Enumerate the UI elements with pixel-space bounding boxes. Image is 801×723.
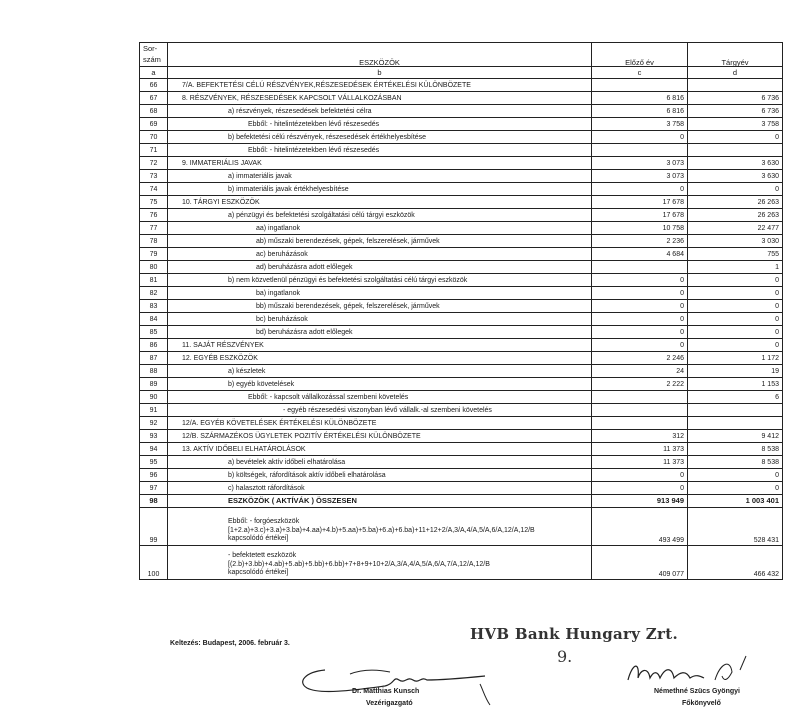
row-current-year: 6 — [688, 391, 783, 404]
letter-c: c — [592, 67, 688, 79]
row-current-year: 0 — [688, 326, 783, 339]
row-previous-year: 17 678 — [592, 209, 688, 222]
row-previous-year — [592, 261, 688, 274]
row-number: 77 — [140, 222, 168, 235]
table-row — [140, 170, 783, 183]
row-label: b) nem közvetlenül pénzügyi és befektetési szolgáltatási célú tárgyi eszközök — [168, 274, 592, 287]
row-previous-year: 24 — [592, 365, 688, 378]
row-previous-year — [592, 404, 688, 417]
row-label: Ebből: - hitelintézetekben lévő részesedés — [168, 144, 592, 157]
table-row — [140, 508, 783, 546]
row-number: 71 — [140, 144, 168, 157]
row-number: 68 — [140, 105, 168, 118]
row-number: 99 — [140, 508, 168, 546]
table-row — [140, 365, 783, 378]
row-label: c) halasztott ráfordítások — [168, 482, 592, 495]
table-row — [140, 92, 783, 105]
row-previous-year: 0 — [592, 274, 688, 287]
row-number: 67 — [140, 92, 168, 105]
row-label: 12. EGYÉB ESZKÖZÖK — [168, 352, 592, 365]
row-previous-year: 11 373 — [592, 443, 688, 456]
assets-table — [139, 42, 783, 580]
row-label: ESZKÖZÖK ( AKTÍVÁK ) ÖSSZESEN — [168, 495, 592, 508]
table-row — [140, 222, 783, 235]
row-current-year: 3 630 — [688, 157, 783, 170]
row-current-year: 0 — [688, 183, 783, 196]
table-row — [140, 352, 783, 365]
row-previous-year: 0 — [592, 313, 688, 326]
row-number: 79 — [140, 248, 168, 261]
table-row — [140, 105, 783, 118]
row-label: b) befektetési célú részvények, részesedések értékhelyesbítése — [168, 131, 592, 144]
row-label: a) bevételek aktív időbeli elhatárolása — [168, 456, 592, 469]
table-row — [140, 339, 783, 352]
row-number: 70 — [140, 131, 168, 144]
table-row — [140, 404, 783, 417]
right-signatory-title: Főkönyvelő — [682, 700, 721, 707]
table-row — [140, 300, 783, 313]
left-signatory-name: Dr. Matthias Kunsch — [352, 688, 420, 695]
row-previous-year: 17 678 — [592, 196, 688, 209]
row-number: 66 — [140, 79, 168, 92]
table-row — [140, 391, 783, 404]
row-current-year: 0 — [688, 274, 783, 287]
row-previous-year: 6 816 — [592, 92, 688, 105]
table-row — [140, 209, 783, 222]
row-number: 89 — [140, 378, 168, 391]
row-previous-year: 10 758 — [592, 222, 688, 235]
row-previous-year: 6 816 — [592, 105, 688, 118]
table-row — [140, 482, 783, 495]
table-row — [140, 196, 783, 209]
row-previous-year: 2 246 — [592, 352, 688, 365]
row-label: 7/A. BEFEKTETÉSI CÉLÚ RÉSZVÉNYEK,RÉSZESEDÉSEK ÉRTÉKELÉSI KÜLÖNBÖZETE — [168, 79, 592, 92]
row-number: 87 — [140, 352, 168, 365]
row-current-year — [688, 144, 783, 157]
row-number: 84 — [140, 313, 168, 326]
row-previous-year: 3 758 — [592, 118, 688, 131]
row-label: Ebből: - hitelintézetekben lévő részesedés — [168, 118, 592, 131]
table-row — [140, 443, 783, 456]
row-label: bc) beruházások — [168, 313, 592, 326]
row-label: bd) beruházásra adott előlegek — [168, 326, 592, 339]
row-previous-year: 0 — [592, 482, 688, 495]
row-previous-year: 3 073 — [592, 170, 688, 183]
table-row — [140, 469, 783, 482]
row-current-year: 0 — [688, 469, 783, 482]
row-number: 93 — [140, 430, 168, 443]
row-number: 91 — [140, 404, 168, 417]
row-number: 94 — [140, 443, 168, 456]
row-current-year: 26 263 — [688, 196, 783, 209]
row-label: aa) ingatlanok — [168, 222, 592, 235]
row-current-year: 0 — [688, 313, 783, 326]
row-label: 12/A. EGYÉB KÖVETELÉSEK ÉRTÉKELÉSI KÜLÖNBÖZETE — [168, 417, 592, 430]
row-number: 76 — [140, 209, 168, 222]
letter-a: a — [140, 67, 168, 79]
row-number: 90 — [140, 391, 168, 404]
row-number: 96 — [140, 469, 168, 482]
table-row — [140, 261, 783, 274]
table-row — [140, 287, 783, 300]
row-current-year: 755 — [688, 248, 783, 261]
row-previous-year: 312 — [592, 430, 688, 443]
table-row — [140, 378, 783, 391]
row-previous-year: 4 684 — [592, 248, 688, 261]
row-previous-year: 2 236 — [592, 235, 688, 248]
row-number: 80 — [140, 261, 168, 274]
row-current-year: 26 263 — [688, 209, 783, 222]
table-row — [140, 157, 783, 170]
right-signatory-name: Némethné Szücs Gyöngyi — [654, 688, 740, 695]
date-label: Keltezés: Budapest, 2006. február 3. — [170, 640, 290, 647]
row-current-year: 1 — [688, 261, 783, 274]
row-current-year: 22 477 — [688, 222, 783, 235]
row-number: 81 — [140, 274, 168, 287]
row-label: 8. RÉSZVÉNYEK, RÉSZESEDÉSEK KAPCSOLT VÁLLALKOZÁSBAN — [168, 92, 592, 105]
row-current-year: 6 736 — [688, 92, 783, 105]
row-current-year: 1 172 — [688, 352, 783, 365]
row-number: 83 — [140, 300, 168, 313]
header-previous-year: Előző év — [592, 43, 688, 67]
row-previous-year: 913 949 — [592, 495, 688, 508]
row-label: ab) műszaki berendezések, gépek, felszerelések, járművek — [168, 235, 592, 248]
row-previous-year — [592, 144, 688, 157]
row-label: Ebből: - forgóeszközök [1+2.a)+3.c)+3.a)+3.ba)+4.aa)+4.b)+5.aa)+5.ba)+6.a)+6.ba)+11+12+2/A,3/A,4/A,5/A,6/A,12/A,12/B kapcsolódó értékei] — [168, 508, 592, 546]
letter-d: d — [688, 67, 783, 79]
header-current-year: Tárgyév — [688, 43, 783, 67]
row-number: 69 — [140, 118, 168, 131]
row-label: 11. SAJÁT RÉSZVÉNYEK — [168, 339, 592, 352]
row-current-year: 466 432 — [688, 546, 783, 580]
table-row — [140, 456, 783, 469]
row-previous-year: 2 222 — [592, 378, 688, 391]
row-previous-year — [592, 79, 688, 92]
table-row — [140, 417, 783, 430]
table-row — [140, 495, 783, 508]
row-label: - befektetett eszközök [(2.b)+3.bb)+4.ab)+5.ab)+5.bb)+6.bb)+7+8+9+10+2/A,3/A,4/A,5/A,6/A,7/A,12/A,12/B kapcsolódó értékei] — [168, 546, 592, 580]
row-current-year: 1 003 401 — [688, 495, 783, 508]
row-current-year: 3 758 — [688, 118, 783, 131]
row-previous-year: 0 — [592, 326, 688, 339]
row-current-year: 9 412 — [688, 430, 783, 443]
row-number: 95 — [140, 456, 168, 469]
row-previous-year: 0 — [592, 469, 688, 482]
row-number: 86 — [140, 339, 168, 352]
row-previous-year: 11 373 — [592, 456, 688, 469]
row-label: 12/B. SZÁRMAZÉKOS ÜGYLETEK POZITÍV ÉRTÉKELÉSI KÜLÖNBÖZETE — [168, 430, 592, 443]
row-label: Ebből: - kapcsolt vállalkozással szembeni követelés — [168, 391, 592, 404]
row-previous-year: 0 — [592, 131, 688, 144]
stamp-number: 9. — [557, 647, 573, 666]
row-label: ad) beruházásra adott előlegek — [168, 261, 592, 274]
row-label: ac) beruházások — [168, 248, 592, 261]
row-label: 10. TÁRGYI ESZKÖZÖK — [168, 196, 592, 209]
table-row — [140, 183, 783, 196]
row-label: a) készletek — [168, 365, 592, 378]
row-current-year: 6 736 — [688, 105, 783, 118]
header-sorszam: Sor- szám — [140, 43, 168, 67]
row-previous-year: 3 073 — [592, 157, 688, 170]
row-label: - egyéb részesedési viszonyban lévő vállalk.-al szembeni követelés — [168, 404, 592, 417]
left-signatory-title: Vezérigazgató — [366, 700, 413, 707]
row-number: 100 — [140, 546, 168, 580]
row-number: 75 — [140, 196, 168, 209]
row-current-year: 0 — [688, 482, 783, 495]
row-current-year: 528 431 — [688, 508, 783, 546]
row-current-year: 8 538 — [688, 456, 783, 469]
row-number: 88 — [140, 365, 168, 378]
row-label: b) immateriális javak értékhelyesbítése — [168, 183, 592, 196]
row-current-year: 3 030 — [688, 235, 783, 248]
row-number: 78 — [140, 235, 168, 248]
row-previous-year: 493 499 — [592, 508, 688, 546]
table-row — [140, 274, 783, 287]
row-current-year — [688, 417, 783, 430]
table-body — [140, 79, 783, 580]
letter-b: b — [168, 67, 592, 79]
table-row — [140, 313, 783, 326]
table-row — [140, 235, 783, 248]
row-previous-year: 409 077 — [592, 546, 688, 580]
row-label: a) részvények, részesedések befektetési célra — [168, 105, 592, 118]
table-row — [140, 144, 783, 157]
row-current-year: 0 — [688, 300, 783, 313]
row-number: 98 — [140, 495, 168, 508]
row-label: 9. IMMATERIÁLIS JAVAK — [168, 157, 592, 170]
row-label: a) pénzügyi és befektetési szolgáltatási célú tárgyi eszközök — [168, 209, 592, 222]
row-label: a) immateriális javak — [168, 170, 592, 183]
row-number: 72 — [140, 157, 168, 170]
table-row — [140, 118, 783, 131]
row-number: 74 — [140, 183, 168, 196]
row-current-year: 0 — [688, 287, 783, 300]
row-previous-year — [592, 417, 688, 430]
row-label: ba) ingatlanok — [168, 287, 592, 300]
row-number: 97 — [140, 482, 168, 495]
row-current-year: 0 — [688, 339, 783, 352]
row-current-year: 8 538 — [688, 443, 783, 456]
row-label: 13. AKTÍV IDŐBELI ELHATÁROLÁSOK — [168, 443, 592, 456]
row-number: 73 — [140, 170, 168, 183]
table-row — [140, 326, 783, 339]
row-previous-year: 0 — [592, 287, 688, 300]
row-label: bb) műszaki berendezések, gépek, felszerelések, járművek — [168, 300, 592, 313]
row-label: b) egyéb követelések — [168, 378, 592, 391]
table-row — [140, 546, 783, 580]
table-row — [140, 131, 783, 144]
row-number: 82 — [140, 287, 168, 300]
table-row — [140, 430, 783, 443]
table-row — [140, 248, 783, 261]
row-number: 85 — [140, 326, 168, 339]
header-eszkozok: ESZKÖZÖK — [168, 43, 592, 67]
row-number: 92 — [140, 417, 168, 430]
row-current-year — [688, 404, 783, 417]
row-previous-year: 0 — [592, 300, 688, 313]
row-previous-year: 0 — [592, 183, 688, 196]
row-current-year: 0 — [688, 131, 783, 144]
row-current-year: 1 153 — [688, 378, 783, 391]
row-current-year: 19 — [688, 365, 783, 378]
table-row — [140, 79, 783, 92]
row-previous-year — [592, 391, 688, 404]
company-stamp: HVB Bank Hungary Zrt. — [470, 625, 678, 643]
row-previous-year: 0 — [592, 339, 688, 352]
row-current-year: 3 630 — [688, 170, 783, 183]
row-label: b) költségek, ráfordítások aktív időbeli elhatárolása — [168, 469, 592, 482]
row-current-year — [688, 79, 783, 92]
